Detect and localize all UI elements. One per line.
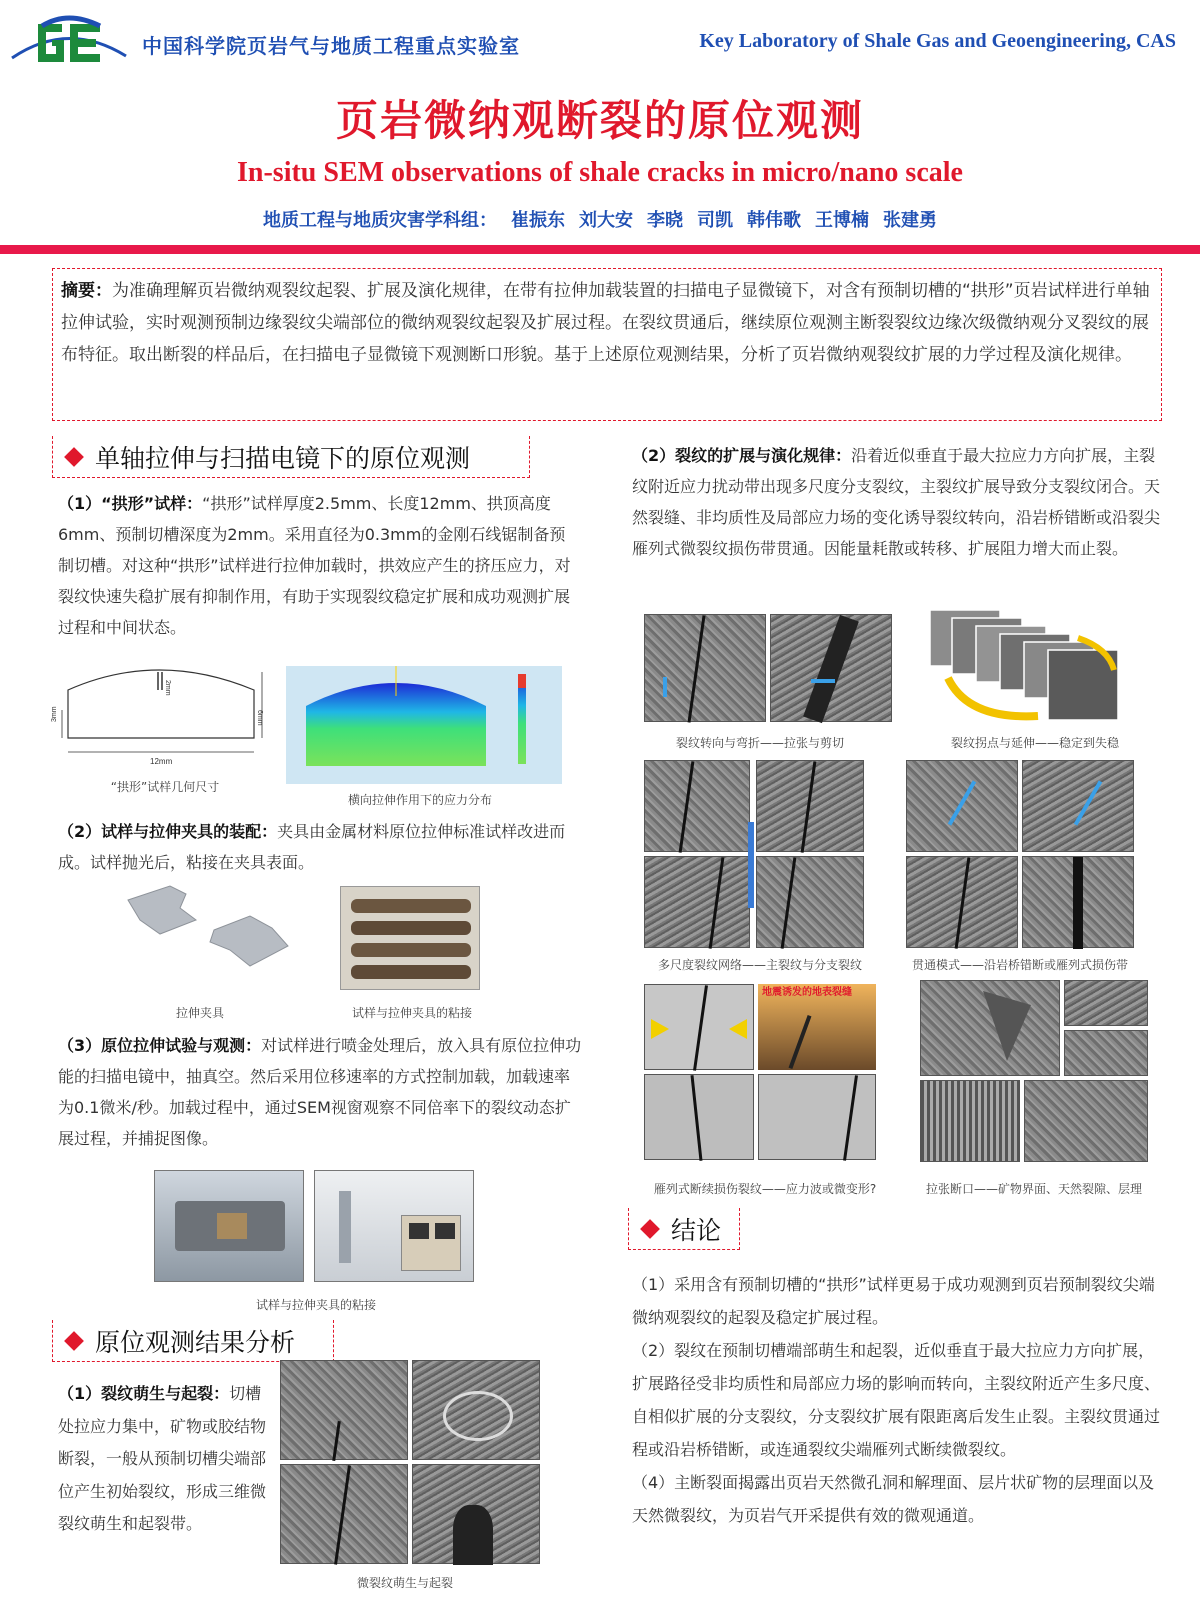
dim-label-3mm: 3mm: [51, 706, 58, 722]
lab-name-cn: 中国科学院页岩气与地质工程重点实验室: [142, 34, 520, 58]
caption-tensile-fixture: 拉伸夹具: [175, 1006, 224, 1020]
author: 刘大安: [579, 210, 633, 231]
sem-image-echelon-d: [758, 1074, 876, 1160]
sem-image-turning-1: [644, 614, 766, 722]
tensile-fixture-figure: [120, 880, 296, 972]
stress-distribution-figure: [286, 666, 562, 784]
sem-image-coalescence-b: [1022, 760, 1134, 852]
diamond-bullet-icon: [640, 1219, 660, 1239]
caption-multiscale-network: 多尺度裂纹网络——主裂纹与分支裂纹: [657, 958, 862, 972]
section-heading-conclusion: 结论: [628, 1208, 740, 1250]
road-crack-photo: [758, 984, 876, 1070]
sem-image-b: [412, 1360, 540, 1460]
research-group: 地质工程与地质灾害学科组：: [263, 210, 497, 231]
caption-coalescence-mode: 贯通模式——沿岩桥错断或雁列式损伤带: [911, 958, 1128, 972]
bonded-specimen-photo: [340, 886, 480, 990]
diamond-bullet-icon: [64, 447, 84, 467]
author: 司凯: [697, 210, 733, 231]
author-line: [0, 206, 1200, 232]
sem-image-fracture-a: [920, 980, 1060, 1076]
paragraph-in-situ-test: （3）原位拉伸试验与观测：对试样进行喷金处理后，放入具有原位拉伸功能的扫描电镜中，抽真空。然后采用位移速率的方式控制加载，加载速率为0.1微米/秒。加载过程中，通过SEM视窗观察不同倍率下的裂纹动态扩展过程，并捕捉图像。: [58, 1036, 582, 1148]
poster-header: [0, 0, 1200, 250]
conclusion-item-1: （1）采用含有预制切槽的“拱形”试样更易于成功观测到页岩预制裂纹尖端微纳观裂纹的起裂及稳定扩展过程。: [632, 1275, 1155, 1327]
caption-bonded-specimen: 试样与拉伸夹具的粘接: [351, 1006, 472, 1020]
author: 张建勇: [883, 210, 937, 231]
sem-image-fracture-c: [1064, 1030, 1148, 1076]
author: 韩伟歌: [747, 210, 801, 231]
abstract-label: 摘要：: [61, 281, 112, 301]
author: 李晓: [647, 210, 683, 231]
conclusion-item-4: （4）主断裂面揭露出页岩天然微孔洞和解理面、层片状矿物的层理面以及天然微裂纹，为页岩气开采提供有效的微观通道。: [632, 1473, 1155, 1525]
sem-image-echelon-a: [644, 984, 754, 1070]
caption-fracture-surface: 拉张断口——矿物界面、天然裂隙、层理: [925, 1182, 1142, 1196]
sem-image-coalescence-c: [906, 856, 1018, 948]
sem-image-network-d: [756, 856, 864, 948]
dim-label-2mm: 2mm: [164, 680, 171, 696]
caption-crack-turning: 裂纹转向与弯折——拉张与剪切: [675, 736, 844, 750]
sem-image-fracture-e: [1024, 1080, 1148, 1162]
conclusion-item-2: （2）裂纹在预制切槽端部萌生和起裂，近似垂直于最大拉应力方向扩展，扩展路径受非均质性和局部应力场的影响而转向，主裂纹附近产生多尺度、自相似扩展的分支裂纹，分支裂纹扩展有限距离后发生止裂。主裂纹贯通过程或沿岩桥错断，或连通裂纹尖端雁列式断续微裂纹。: [632, 1341, 1161, 1459]
scale-arrow-icon: [748, 822, 754, 908]
abstract-box: [52, 268, 1162, 421]
ge-logo-icon: [8, 10, 130, 80]
sem-image-c: [280, 1464, 408, 1564]
dim-label-6mm: 6mm: [256, 710, 263, 726]
sem-image-turning-2: [770, 614, 892, 722]
conclusion-list: [632, 1268, 1166, 1532]
sem-image-network-b: [756, 760, 864, 852]
sem-image-a: [280, 1360, 408, 1460]
header-divider: [0, 245, 1200, 254]
caption-stress-distribution: 横向拉伸作用下的应力分布: [347, 793, 492, 807]
sem-equipment-photo: [314, 1170, 474, 1282]
section-heading-in-situ-test: 单轴拉伸与扫描电镜下的原位观测: [52, 436, 530, 478]
caption-echelon-cracks: 雁列式断续损伤裂纹——应力波或微变形?: [653, 1182, 877, 1196]
section-heading-results: 原位观测结果分析: [52, 1320, 334, 1362]
specimen-geometry-figure: [51, 660, 270, 770]
author: 王博楠: [815, 210, 869, 231]
sem-image-network-c: [644, 856, 750, 948]
caption-test-setup: 试样与拉伸夹具的粘接: [255, 1298, 376, 1312]
dim-label-12mm: 12mm: [150, 757, 173, 766]
paragraph-arch-specimen: （1）“拱形”试样：“拱形”试样厚度2.5mm、长度12mm、拱顶高度6mm、预制切槽深度为2mm。采用直径为0.3mm的金刚石线锯制备预制切槽。对这种“拱形”试样进行拉伸加载时，拱效应产生的挤压应力，对裂纹快速失稳扩展有抑制作用，有助于实现裂纹稳定扩展和成功观测扩展过程和中间状态。: [58, 494, 571, 637]
paragraph-crack-propagation: （2）裂纹的扩展与演化规律：沿着近似垂直于最大拉应力方向扩展，主裂纹附近应力扰动带出现多尺度分支裂纹，主裂纹扩展导致分支裂纹闭合。天然裂缝、非均质性及局部应力场的变化诱导裂纹转向，沿岩桥错断或沿裂尖雁列式微裂纹损伤带贯通。因能量耗散或转移、扩展阻力增大而止裂。: [632, 446, 1161, 558]
paragraph-fixture-assembly: （2）试样与拉伸夹具的装配：夹具由金属材料原位拉伸标准试样改进而成。试样抛光后，粘接在夹具表面。: [58, 822, 566, 872]
sem-image-fracture-b: [1064, 980, 1148, 1026]
road-label-strip: [758, 984, 876, 998]
sem-image-coalescence-a: [906, 760, 1018, 852]
road-label: 地震诱发的地表裂缝: [762, 987, 852, 998]
lab-name-en: Key Laboratory of Shale Gas and Geoengineering, CAS: [699, 30, 1176, 52]
abstract-text: 为准确理解页岩微纳观裂纹起裂、扩展及演化规律，在带有拉伸加载装置的扫描电子显微镜下，对含有预制切槽的“拱形”页岩试样进行单轴拉伸试验，实时观测预制边缘裂纹尖端部位的微纳观裂纹起裂及扩展过程。在裂纹贯通后，继续原位观测主断裂裂纹边缘次级微纳观分叉裂纹的展布特征。取出断裂的样品后，在扫描电子显微镜下观测断口形貌。基于上述原位观测结果，分析了页岩微纳观裂纹扩展的力学过程及演化规律。: [61, 281, 1150, 365]
caption-specimen-geometry: “拱形”试样几何尺寸: [110, 780, 220, 794]
poster-title-cn: 页岩微纳观断裂的原位观测: [335, 96, 864, 145]
sem-image-d: [412, 1464, 540, 1564]
paragraph-crack-initiation: （1）裂纹萌生与起裂：切槽处拉应力集中，矿物或胶结物断裂，一般从预制切槽尖端部位产生初始裂纹，形成三维微裂纹萌生和起裂带。: [58, 1384, 267, 1533]
tensile-stage-photo: [154, 1170, 304, 1282]
caption-crack-extension: 裂纹拐点与延伸——稳定到失稳: [950, 736, 1119, 750]
caption-crack-initiation: 微裂纹萌生与起裂: [356, 1576, 453, 1590]
sem-image-coalescence-d: [1022, 856, 1134, 948]
crack-extension-sequence-figure: [928, 608, 1142, 726]
poster-title-en: In-situ SEM observations of shale cracks in micro/nano scale: [237, 157, 963, 188]
sem-image-fracture-d: [920, 1080, 1020, 1162]
diamond-bullet-icon: [64, 1331, 84, 1351]
author: 崔振东: [511, 210, 565, 231]
sem-image-echelon-c: [644, 1074, 754, 1160]
sem-image-network-a: [644, 760, 750, 852]
